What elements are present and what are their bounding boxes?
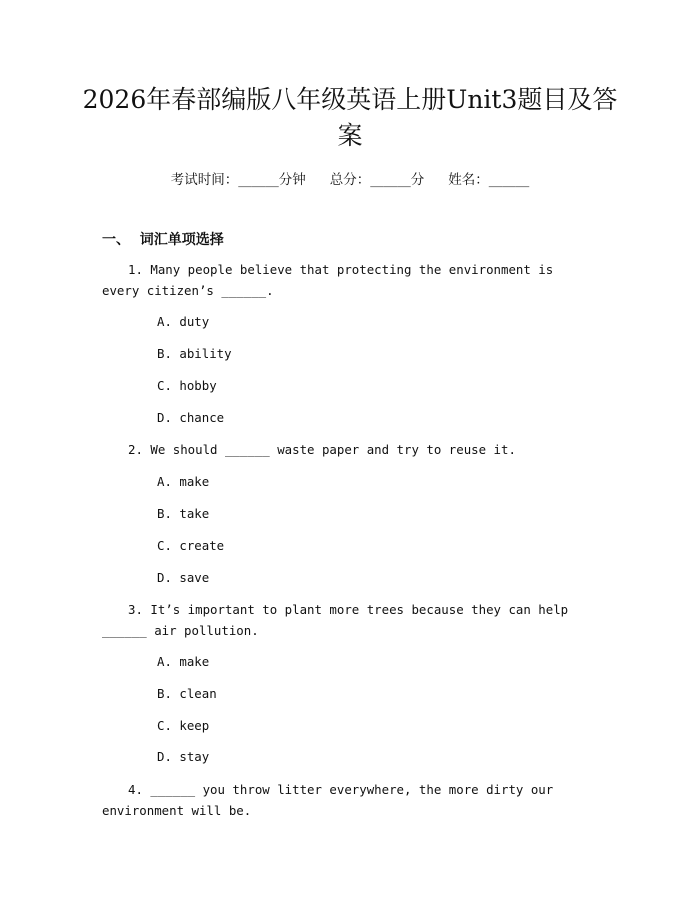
question-1-option-c: C. hobby: [157, 378, 217, 393]
exam-time: 考试时间：______分钟: [170, 172, 306, 188]
question-1: 1. Many people believe that protecting the environment is every citizen’s ______.: [102, 262, 554, 298]
question-3-option-d: D. stay: [157, 749, 210, 764]
question-1-option-a: A. duty: [157, 314, 210, 329]
question-2-option-c: C. create: [157, 538, 225, 553]
exam-info: [0, 168, 700, 188]
section-heading: 一、 词汇单项选择: [102, 232, 224, 248]
exam-score: 总分：______分: [329, 172, 425, 188]
question-3-option-b: B. clean: [157, 686, 217, 701]
question-3: 3. It’s important to plant more trees because they can help ______ air pollution.: [102, 602, 569, 638]
question-1-option-d: D. chance: [157, 410, 225, 425]
question-2-option-b: B. take: [157, 506, 210, 521]
question-2-option-a: A. make: [157, 474, 210, 489]
question-1-option-b: B. ability: [157, 346, 232, 361]
question-2-option-d: D. save: [157, 570, 210, 585]
exam-name: 姓名：______: [448, 172, 530, 188]
document-title: 2026年春部编版八年级英语上册Unit3题目及答案: [82, 85, 618, 150]
question-3-option-a: A. make: [157, 654, 210, 669]
question-3-option-c: C. keep: [157, 718, 210, 733]
question-2: 2. We should ______ waste paper and try to reuse it.: [128, 442, 516, 457]
question-4: 4. ______ you throw litter everywhere, the more dirty our environment will be.: [102, 782, 554, 818]
